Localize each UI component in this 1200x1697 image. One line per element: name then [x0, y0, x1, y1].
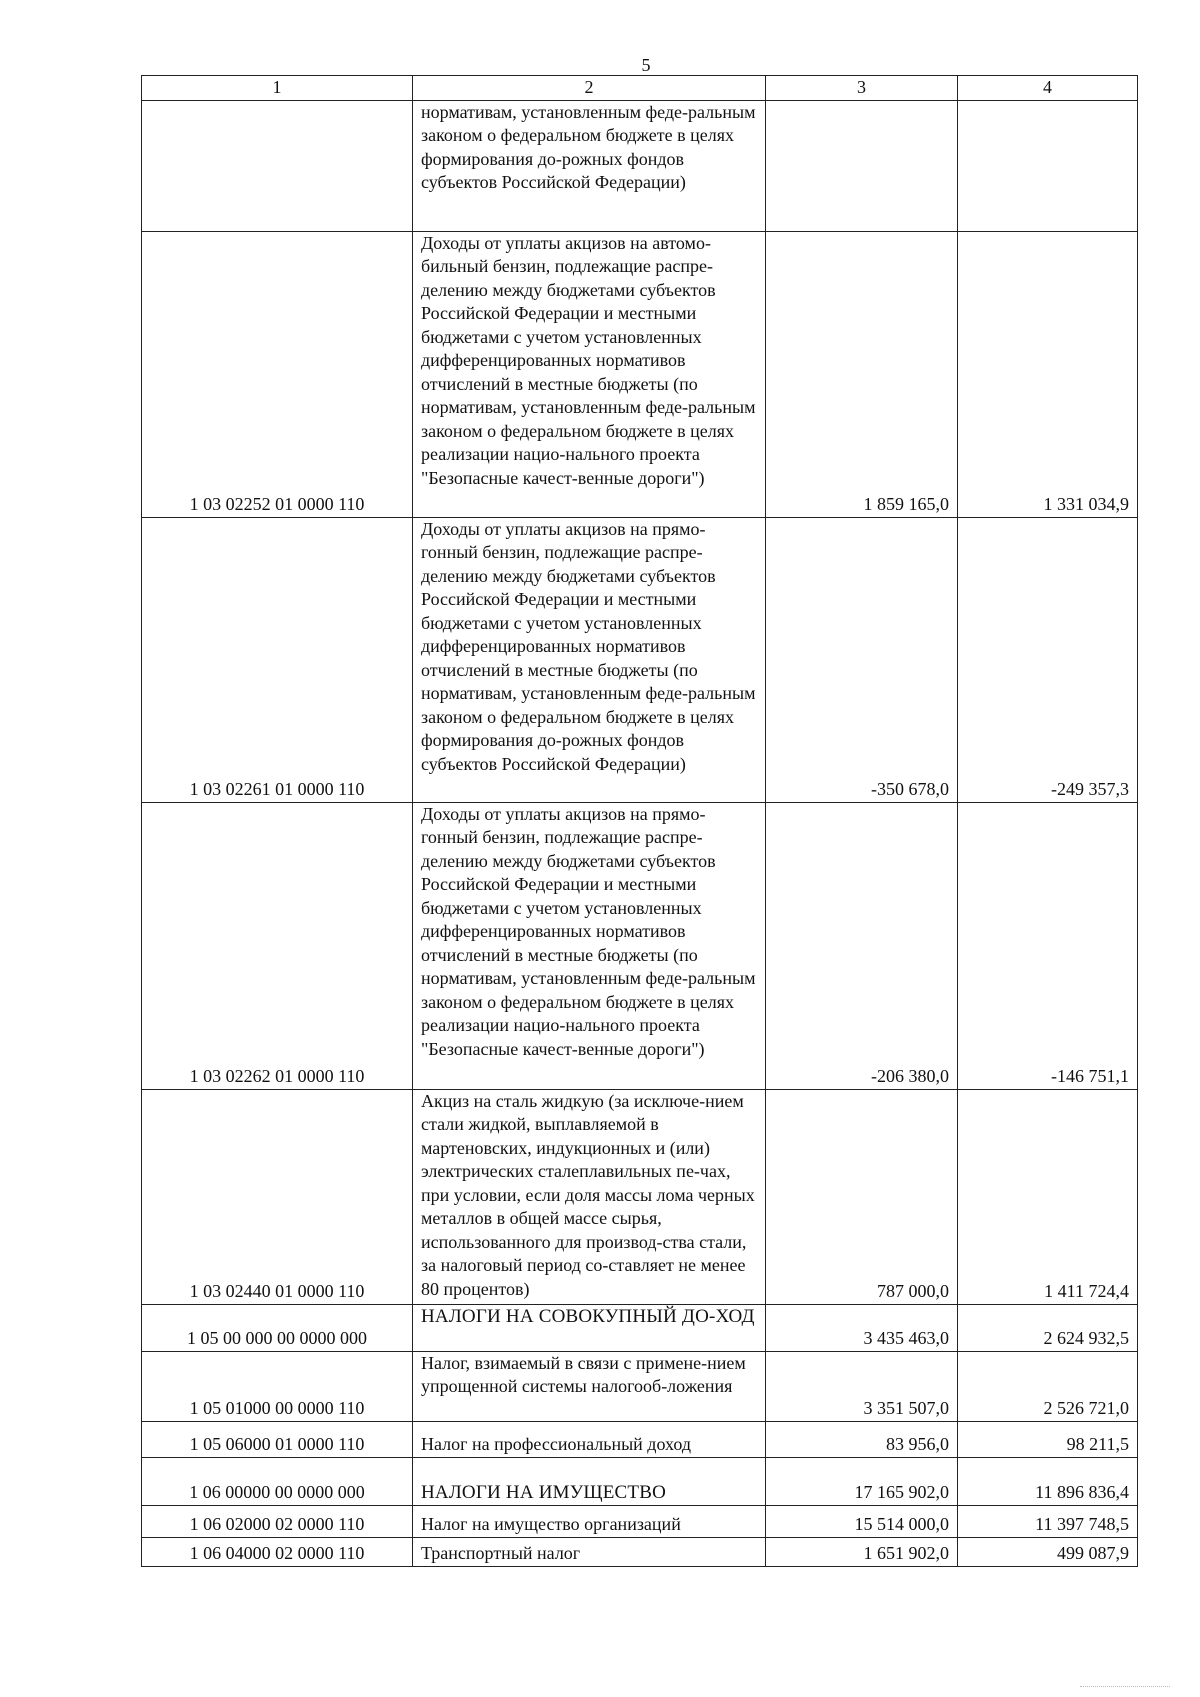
executed-value-cell: 1 411 724,4: [958, 1089, 1138, 1304]
revenue-name-cell: Налог на имущество организаций: [413, 1505, 766, 1537]
plan-value-cell: 1 859 165,0: [766, 231, 958, 517]
budget-code-cell: 1 03 02261 01 0000 110: [142, 517, 413, 802]
plan-value-cell: -350 678,0: [766, 517, 958, 802]
executed-value-cell: 1 331 034,9: [958, 231, 1138, 517]
revenue-name-cell: Налог на профессиональный доход: [413, 1421, 766, 1457]
budget-code-cell: 1 06 02000 02 0000 110: [142, 1505, 413, 1537]
plan-value-cell: -206 380,0: [766, 802, 958, 1089]
executed-value-cell: 2 526 721,0: [958, 1351, 1138, 1421]
budget-code-cell: 1 03 02440 01 0000 110: [142, 1089, 413, 1304]
revenue-name-cell: нормативам, установленным феде-ральным законом о федеральном бюджете в целях формирования до-рожных фондов субъектов Российской Федерации): [413, 100, 766, 231]
executed-value-cell: [958, 100, 1138, 231]
budget-code-cell: 1 05 01000 00 0000 110: [142, 1351, 413, 1421]
revenue-table: [141, 75, 1138, 1567]
plan-value-cell: 3 351 507,0: [766, 1351, 958, 1421]
table-row: [142, 517, 1138, 802]
revenue-name-cell: Транспортный налог: [413, 1537, 766, 1566]
budget-code-cell: 1 05 00 000 00 0000 000: [142, 1304, 413, 1351]
table-row: [142, 1304, 1138, 1351]
budget-code-cell: 1 03 02252 01 0000 110: [142, 231, 413, 517]
table-header-row: [142, 76, 1138, 101]
plan-value-cell: 15 514 000,0: [766, 1505, 958, 1537]
budget-code-cell: 1 06 04000 02 0000 110: [142, 1537, 413, 1566]
executed-value-cell: -146 751,1: [958, 802, 1138, 1089]
table-row: [142, 802, 1138, 1089]
plan-value-cell: 787 000,0: [766, 1089, 958, 1304]
revenue-name-cell: НАЛОГИ НА СОВОКУПНЫЙ ДО-ХОД: [413, 1304, 766, 1351]
table-row: [142, 1351, 1138, 1421]
plan-value-cell: 1 651 902,0: [766, 1537, 958, 1566]
plan-value-cell: 17 165 902,0: [766, 1457, 958, 1505]
page-number: 5: [641, 55, 651, 75]
executed-value-cell: -249 357,3: [958, 517, 1138, 802]
scan-mark: [1080, 1686, 1170, 1695]
plan-value-cell: 3 435 463,0: [766, 1304, 958, 1351]
table-row: [142, 1089, 1138, 1304]
table-row: [142, 100, 1138, 231]
revenue-name-cell: НАЛОГИ НА ИМУЩЕСТВО: [413, 1457, 766, 1505]
budget-code-cell: [142, 100, 413, 231]
budget-code-cell: 1 05 06000 01 0000 110: [142, 1421, 413, 1457]
executed-value-cell: 499 087,9: [958, 1537, 1138, 1566]
table-row: [142, 1505, 1138, 1537]
header-col-executed: 4: [958, 76, 1138, 101]
budget-code-cell: 1 06 00000 00 0000 000: [142, 1457, 413, 1505]
budget-code-cell: 1 03 02262 01 0000 110: [142, 802, 413, 1089]
header-col-code: 1: [142, 76, 413, 101]
revenue-name-cell: Акциз на сталь жидкую (за исключе-нием стали жидкой, выплавляемой в мартеновских, индукционных и (или) электрических сталеплавильных пе-чах, при условии, если доля массы лома черных металлов в общей массе сырья, использованного для производ-ства стали, за налоговый период со-ставляет не менее 80 процентов): [413, 1089, 766, 1304]
executed-value-cell: 98 211,5: [958, 1421, 1138, 1457]
revenue-name-cell: Доходы от уплаты акцизов на прямо-гонный бензин, подлежащие распре-делению между бюджетами субъектов Российской Федерации и местными бюджетами с учетом установленных дифференцированных нормативов отчислений в местные бюджеты (по нормативам, установленным феде-ральным законом о федеральном бюджете в целях реализации нацио-нального проекта "Безопасные качест-венные дороги"): [413, 802, 766, 1089]
table-row: [142, 1537, 1138, 1566]
revenue-name-cell: Доходы от уплаты акцизов на автомо-бильный бензин, подлежащие распре-делению между бюджетами субъектов Российской Федерации и местными бюджетами с учетом установленных дифференцированных нормативов отчислений в местные бюджеты (по нормативам, установленным феде-ральным законом о федеральном бюджете в целях реализации нацио-нального проекта "Безопасные качест-венные дороги"): [413, 231, 766, 517]
header-col-plan: 3: [766, 76, 958, 101]
table-body: [142, 100, 1138, 1566]
plan-value-cell: [766, 100, 958, 231]
table-row: [142, 231, 1138, 517]
table-row: [142, 1421, 1138, 1457]
table-row: [142, 1457, 1138, 1505]
header-col-name: 2: [413, 76, 766, 101]
executed-value-cell: 2 624 932,5: [958, 1304, 1138, 1351]
revenue-name-cell: Налог, взимаемый в связи с примене-нием упрощенной системы налогооб-ложения: [413, 1351, 766, 1421]
executed-value-cell: 11 397 748,5: [958, 1505, 1138, 1537]
revenue-name-cell: Доходы от уплаты акцизов на прямо-гонный бензин, подлежащие распре-делению между бюджетами субъектов Российской Федерации и местными бюджетами с учетом установленных дифференцированных нормативов отчислений в местные бюджеты (по нормативам, установленным феде-ральным законом о федеральном бюджете в целях формирования до-рожных фондов субъектов Российской Федерации): [413, 517, 766, 802]
plan-value-cell: 83 956,0: [766, 1421, 958, 1457]
executed-value-cell: 11 896 836,4: [958, 1457, 1138, 1505]
